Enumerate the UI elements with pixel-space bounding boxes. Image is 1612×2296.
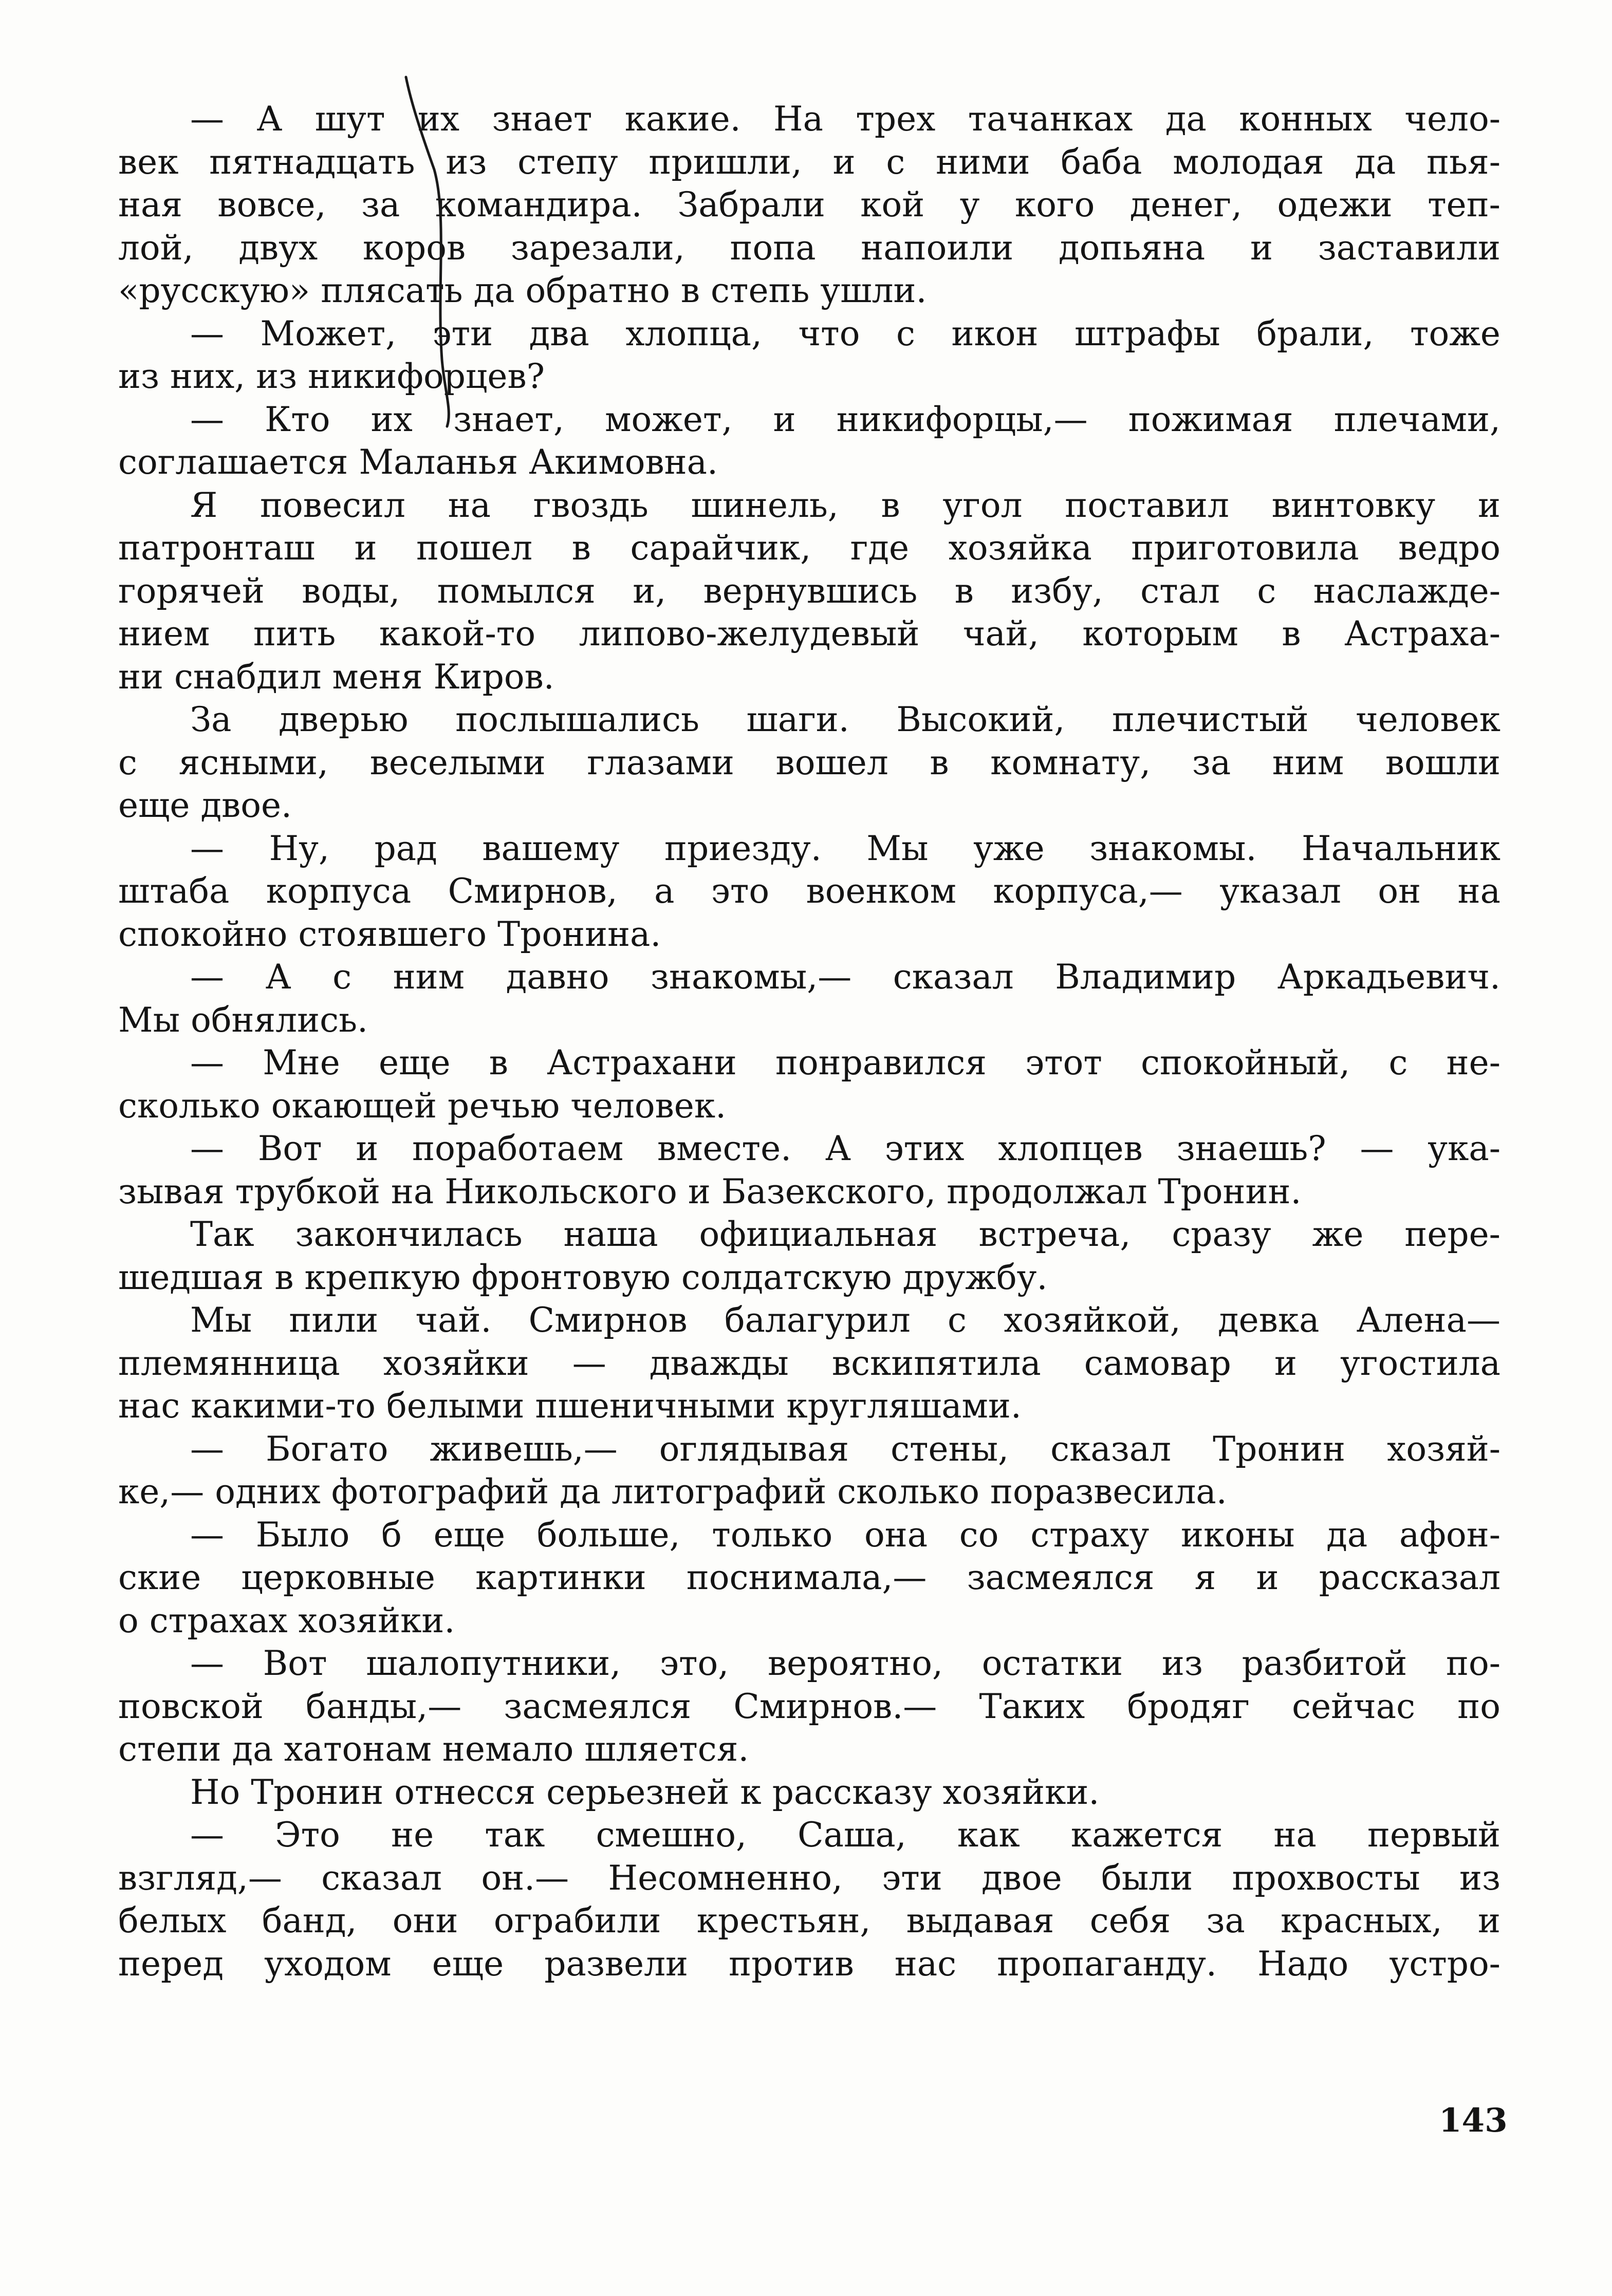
text-line: ке,— одних фотографий да литографий сколько поразвесила. xyxy=(118,1472,1227,1511)
text-line: ни снабдил меня Киров. xyxy=(118,657,554,697)
text-line: спокойно стоявшего Тронина. xyxy=(118,914,661,954)
body-text xyxy=(118,98,1500,1985)
text-line: еще двое. xyxy=(118,786,292,825)
text-line: о страхах хозяйки. xyxy=(118,1600,455,1640)
text-line: с ясными, веселыми глазами вошел в комнату, за ним вошли xyxy=(118,742,1500,782)
text-line: из них, из никифорцев? xyxy=(118,357,545,396)
text-line: перед уходом еще развели против нас пропаганду. Надо устро- xyxy=(118,1944,1500,1984)
text-line: — Ну, рад вашему приезду. Мы уже знакомы. Начальник xyxy=(190,828,1500,868)
text-line: ная вовсе, за командира. Забрали кой у кого денег, одежи теп- xyxy=(118,185,1500,225)
text-line: — Мне еще в Астрахани понравился этот спокойный, с не- xyxy=(190,1043,1500,1082)
text-line: — А шут их знает какие. На трех тачанках да конных чело- xyxy=(190,99,1500,139)
text-line: нием пить какой-то липово-желудевый чай, которым в Астраха- xyxy=(118,614,1500,654)
text-line: — Богато живешь,— оглядывая стены, сказал Тронин хозяй- xyxy=(190,1429,1500,1469)
text-line: Мы пили чай. Смирнов балагурил с хозяйкой, девка Алена— xyxy=(190,1300,1500,1340)
text-line: шедшая в крепкую фронтовую солдатскую дружбу. xyxy=(118,1257,1048,1297)
text-line: соглашается Маланья Акимовна. xyxy=(118,442,718,482)
text-line: — Было б еще больше, только она со страху иконы да афон- xyxy=(190,1515,1500,1555)
text-line: сколько окающей речью человек. xyxy=(118,1086,727,1126)
text-line: взгляд,— сказал он.— Несомненно, эти двое были прохвосты из xyxy=(118,1858,1500,1898)
text-line: зывая трубкой на Никольского и Базекского, продолжал Тронин. xyxy=(118,1171,1302,1211)
text-line: век пятнадцать из степу пришли, и с ними баба молодая да пья- xyxy=(118,142,1500,182)
text-line: — А с ним давно знакомы,— сказал Владимир Аркадьевич. xyxy=(190,957,1500,997)
text-line: — Вот шалопутники, это, вероятно, остатки из разбитой по- xyxy=(190,1644,1500,1683)
page-number: 143 xyxy=(1439,2101,1508,2140)
text-line: — Вот и поработаем вместе. А этих хлопцев знаешь? — ука- xyxy=(190,1129,1500,1168)
text-line: штаба корпуса Смирнов, а это военком корпуса,— указал он на xyxy=(118,871,1500,911)
text-line: повской банды,— засмеялся Смирнов.— Таких бродяг сейчас по xyxy=(118,1686,1500,1726)
text-line: Но Тронин отнесся серьезней к рассказу хозяйки. xyxy=(190,1772,1100,1812)
text-line: белых банд, они ограбили крестьян, выдавая себя за красных, и xyxy=(118,1901,1500,1940)
text-line: Мы обнялись. xyxy=(118,1000,368,1040)
text-line: — Кто их знает, может, и никифорцы,— пожимая плечами, xyxy=(190,399,1500,439)
text-line: лой, двух коров зарезали, попа напоили допьяна и заставили xyxy=(118,228,1500,268)
text-line: патронташ и пошел в сарайчик, где хозяйка приготовила ведро xyxy=(118,528,1500,568)
text-line: Я повесил на гвоздь шинель, в угол поставил винтовку и xyxy=(190,485,1500,525)
text-line: — Может, эти два хлопца, что с икон штрафы брали, тоже xyxy=(190,313,1500,353)
text-line: «русскую» плясать да обратно в степь ушли. xyxy=(118,271,927,310)
text-line: За дверью послышались шаги. Высокий, плечистый человек xyxy=(190,700,1500,739)
text-line: — Это не так смешно, Саша, как кажется на первый xyxy=(190,1815,1500,1855)
text-line: горячей воды, помылся и, вернувшись в избу, стал с наслажде- xyxy=(118,571,1500,611)
text-line: Так закончилась наша официальная встреча, сразу же пере- xyxy=(190,1215,1500,1254)
text-line: племянница хозяйки — дважды вскипятила самовар и угостила xyxy=(118,1343,1500,1383)
text-line: ские церковные картинки поснимала,— засмеялся я и рассказал xyxy=(118,1558,1500,1597)
text-line: степи да хатонам немало шляется. xyxy=(118,1729,749,1769)
text-line: нас какими-то белыми пшеничными кругляшами. xyxy=(118,1386,1022,1426)
